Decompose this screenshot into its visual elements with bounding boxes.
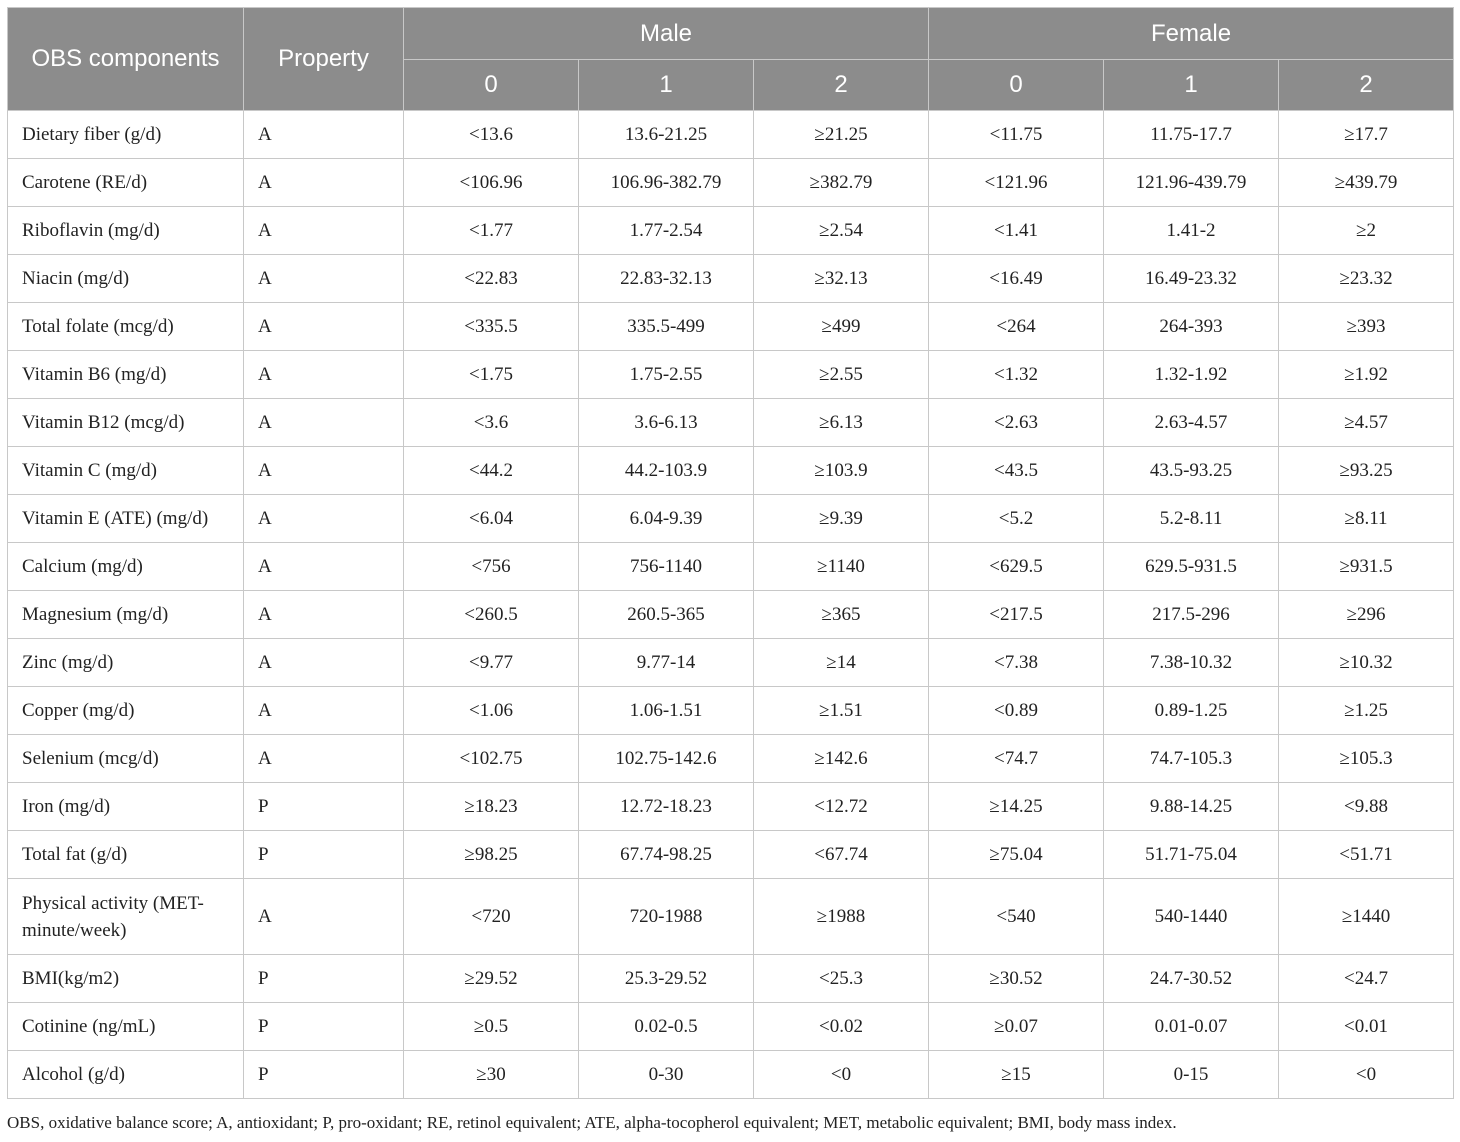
table-row [8, 639, 1454, 687]
cell-male-2: ≥142.6 [754, 735, 929, 783]
cell-male-2: <0.02 [754, 1003, 929, 1051]
cell-female-2: <0 [1279, 1051, 1454, 1099]
cell-component: Zinc (mg/d) [8, 639, 244, 687]
table-row [8, 955, 1454, 1003]
table-row [8, 591, 1454, 639]
cell-female-1: 121.96-439.79 [1104, 159, 1279, 207]
cell-female-0: <1.32 [929, 351, 1104, 399]
cell-component: Niacin (mg/d) [8, 255, 244, 303]
obs-table-container [7, 7, 1453, 1099]
table-header [8, 8, 1454, 111]
cell-female-1: 264-393 [1104, 303, 1279, 351]
cell-female-1: 24.7-30.52 [1104, 955, 1279, 1003]
cell-male-1: 6.04-9.39 [579, 495, 754, 543]
table-row [8, 1003, 1454, 1051]
table-row [8, 255, 1454, 303]
cell-property: P [244, 1003, 404, 1051]
cell-female-2: ≥8.11 [1279, 495, 1454, 543]
cell-female-0: <1.41 [929, 207, 1104, 255]
cell-component: Vitamin E (ATE) (mg/d) [8, 495, 244, 543]
cell-component: Physical activity (MET-minute/week) [8, 879, 244, 955]
cell-male-1: 3.6-6.13 [579, 399, 754, 447]
cell-male-2: <0 [754, 1051, 929, 1099]
cell-male-2: ≥1140 [754, 543, 929, 591]
cell-male-2: ≥365 [754, 591, 929, 639]
cell-male-0: <3.6 [404, 399, 579, 447]
cell-female-1: 540-1440 [1104, 879, 1279, 955]
cell-female-1: 74.7-105.3 [1104, 735, 1279, 783]
header-male-level-1: 1 [579, 60, 754, 111]
cell-male-0: <22.83 [404, 255, 579, 303]
table-row [8, 543, 1454, 591]
cell-female-2: ≥1.92 [1279, 351, 1454, 399]
cell-male-1: 1.77-2.54 [579, 207, 754, 255]
table-row [8, 111, 1454, 159]
header-obs-components: OBS components [8, 8, 244, 111]
cell-component: Iron (mg/d) [8, 783, 244, 831]
cell-female-0: ≥14.25 [929, 783, 1104, 831]
table-row [8, 399, 1454, 447]
cell-female-2: <51.71 [1279, 831, 1454, 879]
cell-male-2: <25.3 [754, 955, 929, 1003]
cell-male-1: 13.6-21.25 [579, 111, 754, 159]
header-female: Female [929, 8, 1454, 60]
cell-male-2: ≥21.25 [754, 111, 929, 159]
table-row [8, 831, 1454, 879]
header-male-level-0: 0 [404, 60, 579, 111]
cell-male-2: ≥9.39 [754, 495, 929, 543]
cell-female-0: ≥15 [929, 1051, 1104, 1099]
cell-female-0: ≥30.52 [929, 955, 1104, 1003]
table-row [8, 1051, 1454, 1099]
cell-female-0: <0.89 [929, 687, 1104, 735]
cell-property: P [244, 783, 404, 831]
cell-female-0: <74.7 [929, 735, 1104, 783]
cell-property: A [244, 207, 404, 255]
cell-male-1: 720-1988 [579, 879, 754, 955]
cell-female-1: 629.5-931.5 [1104, 543, 1279, 591]
cell-component: BMI(kg/m2) [8, 955, 244, 1003]
cell-female-2: ≥393 [1279, 303, 1454, 351]
cell-male-0: <335.5 [404, 303, 579, 351]
cell-male-1: 0-30 [579, 1051, 754, 1099]
cell-female-2: ≥931.5 [1279, 543, 1454, 591]
cell-female-1: 2.63-4.57 [1104, 399, 1279, 447]
header-female-level-0: 0 [929, 60, 1104, 111]
cell-male-1: 12.72-18.23 [579, 783, 754, 831]
table-row [8, 159, 1454, 207]
table-row [8, 351, 1454, 399]
cell-female-2: ≥1.25 [1279, 687, 1454, 735]
cell-component: Magnesium (mg/d) [8, 591, 244, 639]
cell-property: A [244, 591, 404, 639]
cell-component: Vitamin B6 (mg/d) [8, 351, 244, 399]
cell-male-2: <12.72 [754, 783, 929, 831]
header-female-level-2: 2 [1279, 60, 1454, 111]
cell-female-1: 0-15 [1104, 1051, 1279, 1099]
cell-male-0: ≥0.5 [404, 1003, 579, 1051]
table-row [8, 783, 1454, 831]
cell-male-0: <13.6 [404, 111, 579, 159]
cell-female-1: 11.75-17.7 [1104, 111, 1279, 159]
table-row [8, 687, 1454, 735]
table-row [8, 447, 1454, 495]
table-body [8, 111, 1454, 1099]
cell-female-0: <43.5 [929, 447, 1104, 495]
cell-component: Calcium (mg/d) [8, 543, 244, 591]
cell-female-2: ≥93.25 [1279, 447, 1454, 495]
cell-property: A [244, 159, 404, 207]
cell-female-2: <9.88 [1279, 783, 1454, 831]
cell-property: P [244, 831, 404, 879]
cell-female-1: 7.38-10.32 [1104, 639, 1279, 687]
cell-male-2: ≥2.55 [754, 351, 929, 399]
cell-female-2: ≥4.57 [1279, 399, 1454, 447]
cell-male-0: <756 [404, 543, 579, 591]
header-female-level-1: 1 [1104, 60, 1279, 111]
cell-property: A [244, 495, 404, 543]
cell-female-0: <264 [929, 303, 1104, 351]
cell-female-0: <121.96 [929, 159, 1104, 207]
cell-property: A [244, 735, 404, 783]
cell-property: A [244, 111, 404, 159]
table-row [8, 879, 1454, 955]
cell-male-2: ≥6.13 [754, 399, 929, 447]
cell-property: A [244, 543, 404, 591]
cell-male-1: 335.5-499 [579, 303, 754, 351]
table-row [8, 495, 1454, 543]
cell-male-1: 25.3-29.52 [579, 955, 754, 1003]
cell-female-1: 0.01-0.07 [1104, 1003, 1279, 1051]
cell-male-1: 102.75-142.6 [579, 735, 754, 783]
obs-table [7, 7, 1454, 1099]
cell-property: A [244, 399, 404, 447]
cell-male-1: 1.06-1.51 [579, 687, 754, 735]
cell-female-1: 0.89-1.25 [1104, 687, 1279, 735]
cell-property: A [244, 303, 404, 351]
cell-male-0: <44.2 [404, 447, 579, 495]
cell-component: Selenium (mcg/d) [8, 735, 244, 783]
cell-male-0: <9.77 [404, 639, 579, 687]
cell-male-0: ≥98.25 [404, 831, 579, 879]
header-male-level-2: 2 [754, 60, 929, 111]
cell-female-0: <540 [929, 879, 1104, 955]
cell-component: Total folate (mcg/d) [8, 303, 244, 351]
cell-female-0: <5.2 [929, 495, 1104, 543]
cell-female-1: 1.32-1.92 [1104, 351, 1279, 399]
cell-male-0: <1.77 [404, 207, 579, 255]
cell-property: A [244, 879, 404, 955]
cell-female-0: <7.38 [929, 639, 1104, 687]
table-row [8, 207, 1454, 255]
cell-male-0: <260.5 [404, 591, 579, 639]
cell-property: A [244, 687, 404, 735]
cell-male-0: <720 [404, 879, 579, 955]
cell-female-0: <11.75 [929, 111, 1104, 159]
cell-female-2: ≥105.3 [1279, 735, 1454, 783]
cell-male-2: ≥1.51 [754, 687, 929, 735]
cell-property: P [244, 955, 404, 1003]
cell-male-1: 44.2-103.9 [579, 447, 754, 495]
cell-female-1: 5.2-8.11 [1104, 495, 1279, 543]
cell-male-1: 67.74-98.25 [579, 831, 754, 879]
cell-male-2: ≥103.9 [754, 447, 929, 495]
cell-female-1: 51.71-75.04 [1104, 831, 1279, 879]
cell-male-0: ≥30 [404, 1051, 579, 1099]
cell-female-2: ≥296 [1279, 591, 1454, 639]
cell-female-0: ≥75.04 [929, 831, 1104, 879]
table-footnote: OBS, oxidative balance score; A, antioxidant; P, pro-oxidant; RE, retinol equivalent; ATE, alpha-tocopherol equivalent; MET, metabolic equivalent; BMI, body mass index. [7, 1113, 1177, 1132]
cell-female-1: 217.5-296 [1104, 591, 1279, 639]
cell-female-2: ≥23.32 [1279, 255, 1454, 303]
cell-male-0: ≥18.23 [404, 783, 579, 831]
cell-female-0: <16.49 [929, 255, 1104, 303]
cell-female-1: 1.41-2 [1104, 207, 1279, 255]
table-row [8, 303, 1454, 351]
cell-male-1: 22.83-32.13 [579, 255, 754, 303]
cell-male-1: 9.77-14 [579, 639, 754, 687]
cell-component: Vitamin B12 (mcg/d) [8, 399, 244, 447]
cell-female-2: ≥17.7 [1279, 111, 1454, 159]
cell-property: A [244, 639, 404, 687]
cell-male-2: <67.74 [754, 831, 929, 879]
cell-property: P [244, 1051, 404, 1099]
table-row [8, 735, 1454, 783]
cell-female-1: 16.49-23.32 [1104, 255, 1279, 303]
cell-component: Vitamin C (mg/d) [8, 447, 244, 495]
cell-component: Dietary fiber (g/d) [8, 111, 244, 159]
cell-male-2: ≥2.54 [754, 207, 929, 255]
cell-component: Riboflavin (mg/d) [8, 207, 244, 255]
cell-male-0: ≥29.52 [404, 955, 579, 1003]
cell-component: Alcohol (g/d) [8, 1051, 244, 1099]
cell-property: A [244, 351, 404, 399]
header-male: Male [404, 8, 929, 60]
cell-male-0: <6.04 [404, 495, 579, 543]
cell-male-0: <1.06 [404, 687, 579, 735]
cell-male-2: ≥382.79 [754, 159, 929, 207]
cell-female-0: <2.63 [929, 399, 1104, 447]
cell-female-1: 43.5-93.25 [1104, 447, 1279, 495]
cell-component: Carotene (RE/d) [8, 159, 244, 207]
cell-female-2: ≥1440 [1279, 879, 1454, 955]
cell-female-0: <629.5 [929, 543, 1104, 591]
cell-female-0: <217.5 [929, 591, 1104, 639]
cell-male-1: 756-1140 [579, 543, 754, 591]
header-property: Property [244, 8, 404, 111]
cell-male-0: <1.75 [404, 351, 579, 399]
cell-component: Copper (mg/d) [8, 687, 244, 735]
cell-male-0: <102.75 [404, 735, 579, 783]
cell-property: A [244, 255, 404, 303]
cell-male-2: ≥499 [754, 303, 929, 351]
cell-female-2: ≥2 [1279, 207, 1454, 255]
cell-female-2: <24.7 [1279, 955, 1454, 1003]
cell-female-2: <0.01 [1279, 1003, 1454, 1051]
cell-female-2: ≥439.79 [1279, 159, 1454, 207]
cell-component: Total fat (g/d) [8, 831, 244, 879]
cell-component: Cotinine (ng/mL) [8, 1003, 244, 1051]
cell-male-2: ≥1988 [754, 879, 929, 955]
cell-male-2: ≥32.13 [754, 255, 929, 303]
cell-property: A [244, 447, 404, 495]
cell-female-0: ≥0.07 [929, 1003, 1104, 1051]
cell-male-2: ≥14 [754, 639, 929, 687]
cell-female-1: 9.88-14.25 [1104, 783, 1279, 831]
cell-female-2: ≥10.32 [1279, 639, 1454, 687]
cell-male-1: 260.5-365 [579, 591, 754, 639]
cell-male-1: 0.02-0.5 [579, 1003, 754, 1051]
cell-male-1: 106.96-382.79 [579, 159, 754, 207]
cell-male-1: 1.75-2.55 [579, 351, 754, 399]
cell-male-0: <106.96 [404, 159, 579, 207]
